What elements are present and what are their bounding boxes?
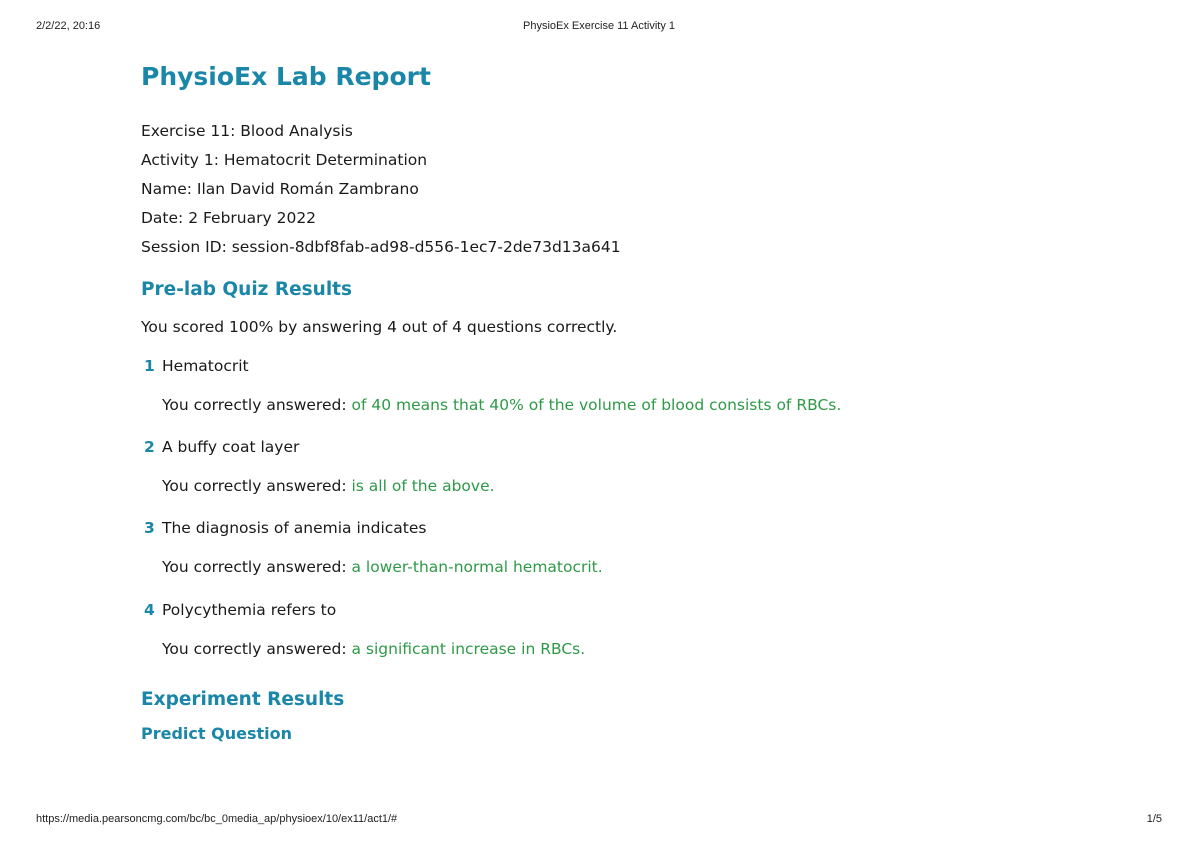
activity-line: Activity 1: Hematocrit Determination [141,151,428,169]
question-line [141,438,1041,460]
question-number: 2 [144,438,155,456]
answer-line [162,396,841,414]
page-number: 1/5 [1146,813,1162,825]
correct-answer: a lower-than-normal hematocrit. [351,558,603,576]
exercise-line: Exercise 11: Blood Analysis [141,122,353,140]
question-text: The diagnosis of anemia indicates [162,519,427,537]
prelab-score: You scored 100% by answering 4 out of 4 questions correctly. [141,318,618,336]
question-number: 3 [144,519,155,537]
correct-answer: is all of the above. [351,477,495,495]
quiz-question [141,519,1041,576]
predict-question-heading: Predict Question [141,724,292,743]
correct-answer: a significant increase in RBCs. [351,640,586,658]
report-metadata [141,117,621,262]
print-header [36,20,1162,34]
question-number: 1 [144,357,155,375]
question-text: Hematocrit [162,357,249,375]
answer-prefix: You correctly answered: [162,558,347,576]
print-footer [36,813,1162,827]
print-datetime: 2/2/22, 20:16 [36,20,101,32]
quiz-question [141,357,1041,414]
report-title: PhysioEx Lab Report [141,62,431,91]
question-line [141,519,1041,541]
experiment-results-heading: Experiment Results [141,689,345,710]
answer-prefix: You correctly answered: [162,640,347,658]
question-number: 4 [144,601,155,619]
answer-line [162,477,495,495]
answer-prefix: You correctly answered: [162,396,347,414]
answer-prefix: You correctly answered: [162,477,347,495]
question-line [141,601,1041,623]
quiz-question [141,438,1041,495]
correct-answer: of 40 means that 40% of the volume of blood consists of RBCs. [351,396,842,414]
question-text: Polycythemia refers to [162,601,337,619]
date-line: Date: 2 February 2022 [141,209,317,227]
answer-line [162,640,585,658]
question-text: A buffy coat layer [162,438,300,456]
question-line [141,357,1041,379]
prelab-heading: Pre-lab Quiz Results [141,279,353,300]
print-url: https://media.pearsoncmg.com/bc/bc_0media_ap/physioex/10/ex11/act1/# [36,813,398,825]
session-id-line: Session ID: session-8dbf8fab-ad98-d556-1ec7-2de73d13a641 [141,238,621,256]
student-name-line: Name: Ilan David Román Zambrano [141,180,419,198]
print-document-title: PhysioEx Exercise 11 Activity 1 [522,20,676,32]
quiz-question [141,601,1041,658]
answer-line [162,558,603,576]
